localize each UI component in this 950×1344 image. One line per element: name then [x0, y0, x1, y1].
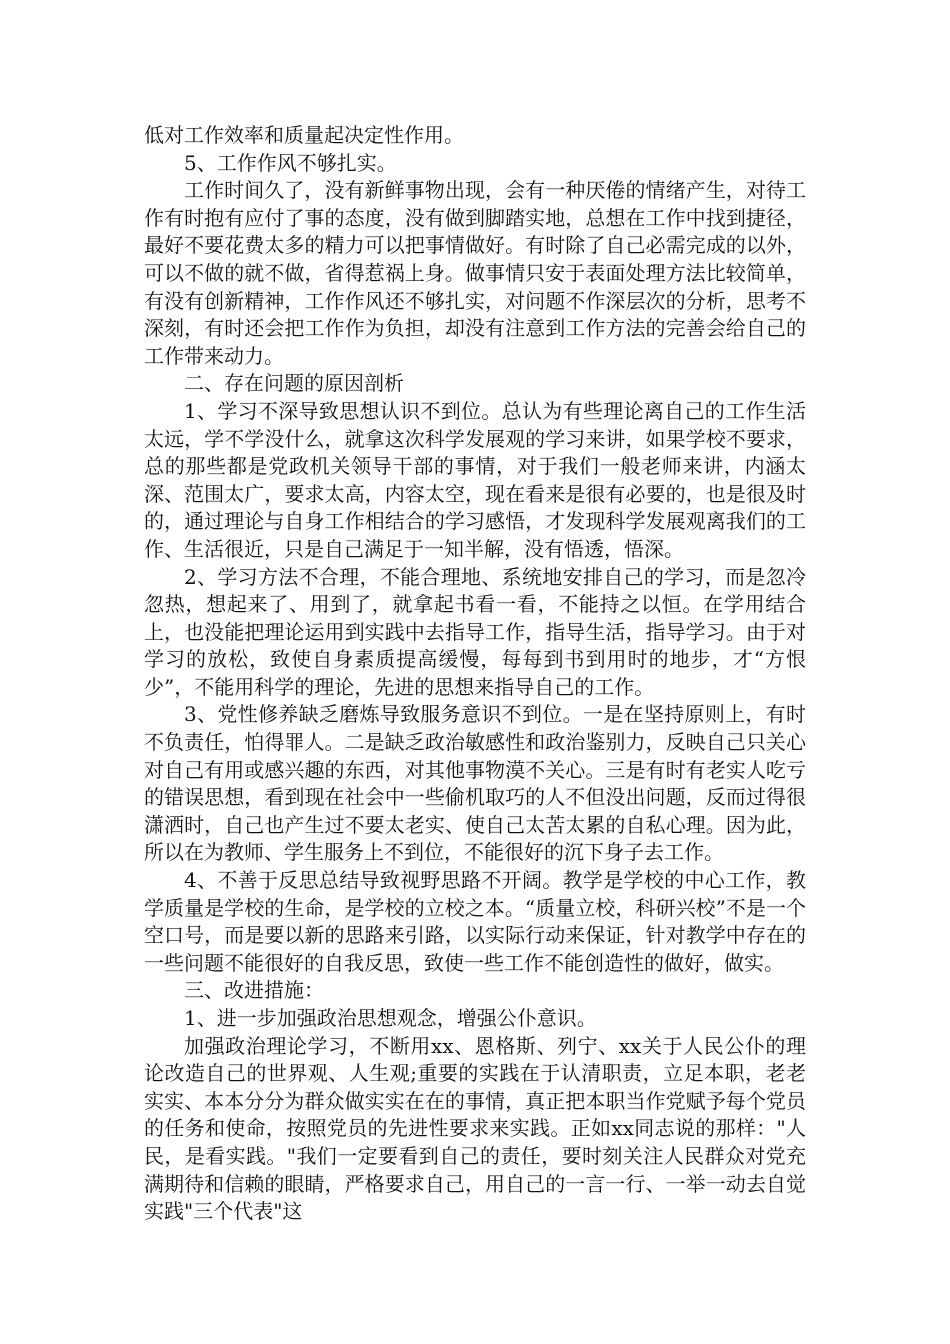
section-heading-measures: 三、改进措施：: [184, 978, 324, 1003]
paragraph-continuation: 低对工作效率和质量起决定性作用。: [144, 123, 464, 147]
paragraph-cause-3: 3、党性修养缺乏磨炼导致服务意识不到位。一是在坚持原则上，有时不负责任，怕得罪人。二是缺乏政治敏感性和政治鉴别力，反映自己只关心对自己有用或感兴趣的东西，对其他事物漠不关心。三是有时有老实人吃亏的错误思想，看到现在社会中一些偷机取巧的人不但没出问题，反而过得很潇洒时，自己也产生过不要太老实、使自己太苦太累的自私心理。因为此，所以在为教师、学生服务上不到位，不能很好的沉下身子去工作。: [144, 702, 806, 865]
paragraph-measure-1: 加强政治理论学习，不断用xx、恩格斯、列宁、xx关于人民公仆的理论改造自己的世界观、人生观;重要的实践在于认清职责，立足本职，老老实实、本本分分为群众做实实在在的事情，真正把本职当作党赋予每个党员的任务和使命，按照党员的先进性要求来实践。正如xx同志说的那样："人民，是看实践。"我们一定要看到自己的责任，要时刻关注人民群众对党充满期待和信赖的眼睛，严格要求自己，用自己的一言一行、一举一动去自觉实践"三个代表"这: [144, 1033, 806, 1224]
section-heading-causes: 二、存在问题的原因剖析: [184, 371, 404, 396]
paragraph-work-style: 工作时间久了，没有新鲜事物出现，会有一种厌倦的情绪产生，对待工作有时抱有应付了事的态度，没有做到脚踏实地，总想在工作中找到捷径，最好不要花费太多的精力可以把事情做好。有时除了自己必需完成的以外，可以不做的就不做，省得惹祸上身。做事情只安于表面处理方法比较简单，有没有创新精神，工作作风还不够扎实，对问题不作深层次的分析，思考不深刻，有时还会把工作作为负担，却没有注意到工作方法的完善会给自己的工作带来动力。: [144, 178, 806, 368]
document-body: [144, 122, 806, 1226]
heading-measure-1: 1、进一步加强政治思想观念，增强公仆意识。: [184, 1006, 597, 1030]
paragraph-cause-4: 4、不善于反思总结导致视野思路不开阔。教学是学校的中心工作，教学质量是学校的生命，是学校的立校之本。“质量立校，科研兴校”不是一个空口号，而是要以新的思路来引路，以实际行动来保证，针对教学中存在的一些问题不能很好的自我反思，致使一些工作不能创造性的做好，做实。: [144, 868, 806, 975]
heading-work-style: 5、工作作风不够扎实。: [184, 150, 397, 175]
paragraph-cause-1: 1、学习不深导致思想认识不到位。总认为有些理论离自己的工作生活太远，学不学没什么，就拿这次科学发展观的学习来讲，如果学校不要求，总的那些都是党政机关领导干部的事情，对于我们一般老师来讲，内涵太深、范围太广，要求太高，内容太空，现在看来是很有必要的，也是很及时的，通过理论与自身工作相结合的学习感悟，才发现科学发展观离我们的工作、生活很近，只是自己满足于一知半解，没有悟透，悟深。: [144, 398, 806, 561]
paragraph-cause-2: 2、学习方法不合理，不能合理地、系统地安排自己的学习，而是忽冷忽热，想起来了、用到了，就拿起书看一看，不能持之以恒。在学用结合上，也没能把理论运用到实践中去指导工作，指导生活，指导学习。由于对学习的放松，致使自身素质提高缓慢，每每到书到用时的地步，才“方恨少”，不能用科学的理论，先进的思想来指导自己的工作。: [144, 564, 806, 699]
